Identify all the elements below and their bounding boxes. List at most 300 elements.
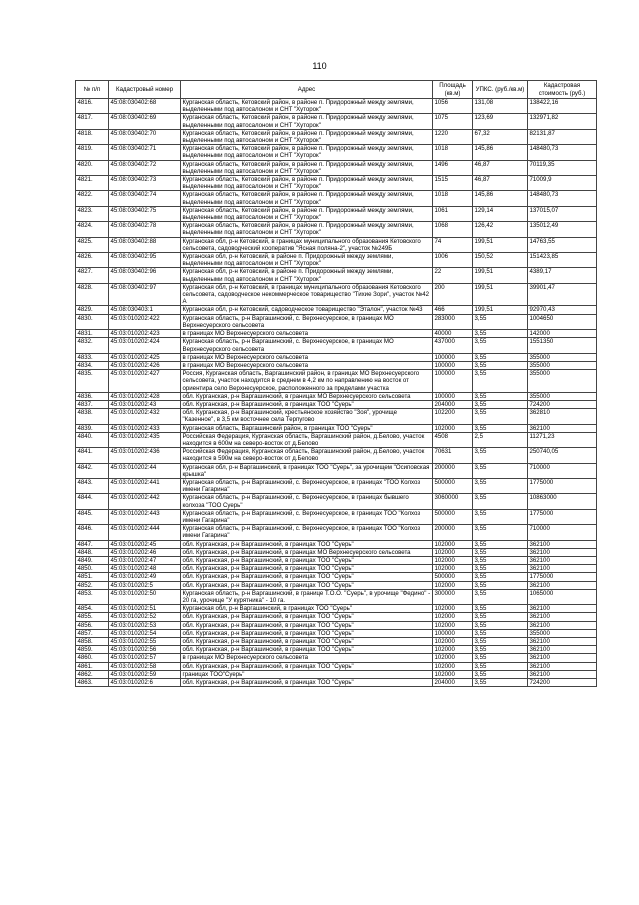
table-row <box>76 145 597 160</box>
cell-cadastral-number: 45:03:010202:46 <box>109 548 181 556</box>
cell-area: 102000 <box>433 621 473 629</box>
table-row <box>76 306 597 314</box>
cell-upks: 3,55 <box>473 494 528 509</box>
cell-address: Российская Федерация, Курганская область, Варгашинский район, д.Белово, участок находится в 590м на северо-восток от д.Белово <box>181 448 433 463</box>
cell-area: 100000 <box>433 629 473 637</box>
cell-address: обл. Курганская, р-н Варгашинский, в границах ТОО "Суерь" <box>181 581 433 589</box>
cell-address: Российская Федерация, Курганская область, Варгашинский район, д.Белово, участок находится в 600м на северо-восток от д.Белово <box>181 432 433 447</box>
table-row <box>76 613 597 621</box>
cell-address: в границах МО Верхнесуерского сельсовета <box>181 654 433 662</box>
cell-upks: 3,55 <box>473 540 528 548</box>
cell-cadastral-number: 45:03:010202:45 <box>109 540 181 548</box>
cell-address: Курганская область, р-н Варгашинский, с. Верхнесуерское, в границах МО Верхнесуерского сельсовета <box>181 314 433 329</box>
cell-area: 102000 <box>433 662 473 670</box>
cell-address: Курганская область, Кетовский район, в районе п. Придорожный между землями, выделенными под автосалоном и СНТ "Хуторок" <box>181 160 433 175</box>
cell-cadastral-value: 355000 <box>528 353 597 361</box>
table-row <box>76 565 597 573</box>
cell-cadastral-number: 45:03:010202:43 <box>109 400 181 408</box>
cell-address: Курганская область, Кетовский район, в районе п. Придорожный между землями, выделенными под автосалоном и СНТ "Хуторок" <box>181 206 433 221</box>
cell-address: в границах МО Верхнесуерского сельсовета <box>181 361 433 369</box>
cell-cadastral-value: 11271,23 <box>528 432 597 447</box>
cell-cadastral-value: 362100 <box>528 556 597 564</box>
cell-address: обл. Курганская, р-н Варгашинский, в границах ТОО "Суерь" <box>181 573 433 581</box>
table-row <box>76 463 597 478</box>
cell-cadastral-value: 362100 <box>528 662 597 670</box>
cell-row-number: 4853. <box>76 589 109 604</box>
cell-area: 100000 <box>433 370 473 393</box>
cell-cadastral-number: 45:08:030402:95 <box>109 253 181 268</box>
cell-row-number: 4857. <box>76 629 109 637</box>
cell-cadastral-value: 710000 <box>528 463 597 478</box>
cell-cadastral-value: 355000 <box>528 392 597 400</box>
cell-row-number: 4847. <box>76 540 109 548</box>
cell-row-number: 4840. <box>76 432 109 447</box>
cell-area: 102000 <box>433 605 473 613</box>
table-row <box>76 581 597 589</box>
cell-cadastral-number: 45:03:010202:427 <box>109 370 181 393</box>
cell-cadastral-number: 45:03:010202:57 <box>109 654 181 662</box>
table-row <box>76 540 597 548</box>
cell-upks: 199,51 <box>473 237 528 252</box>
cell-upks: 3,55 <box>473 314 528 329</box>
cell-cadastral-number: 45:08:030402:75 <box>109 206 181 221</box>
header-area: Площадь (кв.м) <box>433 81 473 99</box>
table-row <box>76 646 597 654</box>
table-body <box>76 99 597 687</box>
cell-cadastral-number: 45:03:010202:441 <box>109 478 181 493</box>
cell-address: Курганская обл, р-н Кетовский, в районе п. Придорожный между землями, выделенными под автосалоном и СНТ "Хуторок" <box>181 268 433 283</box>
table-row <box>76 330 597 338</box>
cell-upks: 3,55 <box>473 605 528 613</box>
cell-cadastral-number: 45:03:010202:432 <box>109 409 181 424</box>
table-row <box>76 509 597 524</box>
cell-area: 437000 <box>433 338 473 353</box>
cell-upks: 3,55 <box>473 525 528 540</box>
cell-cadastral-value: 1775000 <box>528 509 597 524</box>
cell-cadastral-number: 45:08:030402:97 <box>109 283 181 306</box>
cell-row-number: 4820. <box>76 160 109 175</box>
cell-upks: 3,55 <box>473 353 528 361</box>
cell-address: Курганская область, р-н Варгашинский, с. Верхнесуерское, в границах бывшего колхоза "ТОО Суерь" <box>181 494 433 509</box>
cell-upks: 145,86 <box>473 145 528 160</box>
cell-cadastral-number: 45:03:010202:6 <box>109 679 181 687</box>
cell-upks: 145,86 <box>473 191 528 206</box>
cell-address: обл. Курганская, р-н Варгашинский, в границах ТОО "Суерь" <box>181 638 433 646</box>
table-row <box>76 679 597 687</box>
cell-row-number: 4858. <box>76 638 109 646</box>
page-number: 110 <box>312 61 327 71</box>
cell-upks: 3,55 <box>473 400 528 408</box>
cell-row-number: 4830. <box>76 314 109 329</box>
cell-area: 300000 <box>433 589 473 604</box>
cell-cadastral-number: 45:03:010202:425 <box>109 353 181 361</box>
table-row <box>76 556 597 564</box>
cell-cadastral-value: 362100 <box>528 638 597 646</box>
cell-cadastral-value: 14763,55 <box>528 237 597 252</box>
cell-cadastral-number: 45:03:010202:44 <box>109 463 181 478</box>
cell-cadastral-value: 135012,49 <box>528 222 597 237</box>
cell-upks: 3,55 <box>473 613 528 621</box>
cell-cadastral-value: 138422,16 <box>528 99 597 114</box>
cell-address: Курганская обл, р-н Варгашинский, в границах ТОО "Суерь", за урочищем "Осиповская крышка" <box>181 463 433 478</box>
cell-cadastral-value: 362810 <box>528 409 597 424</box>
cell-row-number: 4835. <box>76 370 109 393</box>
cell-area: 100000 <box>433 361 473 369</box>
cell-address: Курганская область, Кетовский район, в районе п. Придорожный между землями, выделенными под автосалоном и СНТ "Хуторок" <box>181 129 433 144</box>
table-row <box>76 589 597 604</box>
cell-address: Курганская область, р-н Варгашинский, в границе Т.О.О. "Суерь", в урочище "Федино" - 20 га, урочище "У курятника" - 10 га. <box>181 589 433 604</box>
table-row <box>76 206 597 221</box>
cell-row-number: 4834. <box>76 361 109 369</box>
cell-area: 1018 <box>433 145 473 160</box>
cell-row-number: 4828. <box>76 283 109 306</box>
cell-area: 1515 <box>433 176 473 191</box>
cell-area: 102000 <box>433 424 473 432</box>
table-row <box>76 283 597 306</box>
cell-address: Курганская область, Кетовский район, в районе п. Придорожный между землями, выделенными под автосалоном и СНТ "Хуторок" <box>181 222 433 237</box>
cell-cadastral-number: 45:03:010202:433 <box>109 424 181 432</box>
cell-cadastral-number: 45:03:010202:442 <box>109 494 181 509</box>
cell-cadastral-number: 45:08:030402:70 <box>109 129 181 144</box>
table-row <box>76 99 597 114</box>
cell-row-number: 4850. <box>76 565 109 573</box>
cell-address: обл. Курганская, р-н Варгашинский, в границах ТОО "Суерь" <box>181 646 433 654</box>
table-row <box>76 670 597 678</box>
cell-row-number: 4837. <box>76 400 109 408</box>
cell-cadastral-number: 45:03:010202:58 <box>109 662 181 670</box>
table-row <box>76 525 597 540</box>
cell-address: границах ТОО"Суерь" <box>181 670 433 678</box>
cell-row-number: 4845. <box>76 509 109 524</box>
cell-cadastral-number: 45:08:030402:68 <box>109 99 181 114</box>
cell-area: 4508 <box>433 432 473 447</box>
cell-upks: 131,08 <box>473 99 528 114</box>
table-row <box>76 605 597 613</box>
cell-area: 204000 <box>433 400 473 408</box>
cell-address: обл. Курганская, р-н Варгашинский, в границах ТОО "Суерь" <box>181 556 433 564</box>
table-row <box>76 370 597 393</box>
cell-cadastral-number: 45:03:010202:59 <box>109 670 181 678</box>
cell-cadastral-value: 142000 <box>528 330 597 338</box>
table-row <box>76 253 597 268</box>
cell-upks: 3,55 <box>473 654 528 662</box>
cell-cadastral-number: 45:03:010202:424 <box>109 338 181 353</box>
table-header-row <box>76 81 597 99</box>
cell-cadastral-value: 39901,47 <box>528 283 597 306</box>
cell-cadastral-number: 45:08:030402:72 <box>109 160 181 175</box>
table-row <box>76 176 597 191</box>
cell-upks: 3,55 <box>473 478 528 493</box>
cell-row-number: 4842. <box>76 463 109 478</box>
cell-upks: 3,55 <box>473 361 528 369</box>
cell-cadastral-number: 45:03:010202:48 <box>109 565 181 573</box>
cell-upks: 46,87 <box>473 176 528 191</box>
cell-row-number: 4855. <box>76 613 109 621</box>
cell-row-number: 4824. <box>76 222 109 237</box>
cell-upks: 67,32 <box>473 129 528 144</box>
cell-area: 102000 <box>433 654 473 662</box>
cell-upks: 3,55 <box>473 573 528 581</box>
cell-area: 200000 <box>433 463 473 478</box>
cell-row-number: 4827. <box>76 268 109 283</box>
table-row <box>76 353 597 361</box>
cell-address: обл. Курганская, р-н Варгашинский, в границах ТОО "Суерь" <box>181 621 433 629</box>
cell-cadastral-value: 362100 <box>528 670 597 678</box>
cell-area: 102000 <box>433 670 473 678</box>
cell-area: 74 <box>433 237 473 252</box>
table-row <box>76 448 597 463</box>
cell-area: 102200 <box>433 409 473 424</box>
cell-cadastral-number: 45:08:030402:69 <box>109 114 181 129</box>
cell-area: 500000 <box>433 478 473 493</box>
cell-row-number: 4854. <box>76 605 109 613</box>
header-address: Адрес <box>181 81 433 99</box>
header-upks: УПКС. (руб./кв.м) <box>473 81 528 99</box>
cell-cadastral-number: 45:08:030402:96 <box>109 268 181 283</box>
cell-area: 40000 <box>433 330 473 338</box>
cell-area: 102000 <box>433 565 473 573</box>
cell-cadastral-number: 45:08:030402:73 <box>109 176 181 191</box>
cell-cadastral-value: 148480,73 <box>528 191 597 206</box>
table-row <box>76 424 597 432</box>
cell-row-number: 4860. <box>76 654 109 662</box>
cell-area: 100000 <box>433 392 473 400</box>
cell-upks: 3,55 <box>473 670 528 678</box>
cell-cadastral-value: 355000 <box>528 370 597 393</box>
table-row <box>76 494 597 509</box>
cell-cadastral-number: 45:03:010202:436 <box>109 448 181 463</box>
cell-area: 1018 <box>433 191 473 206</box>
header-cadastral-number: Кадастровый номер <box>109 81 181 99</box>
cell-row-number: 4826. <box>76 253 109 268</box>
cell-address: обл. Курганская, р-н Варгашинский, в границах МО Верхнесуерского сельсовета <box>181 392 433 400</box>
cell-cadastral-value: 724200 <box>528 400 597 408</box>
cell-row-number: 4856. <box>76 621 109 629</box>
cell-cadastral-number: 45:03:010202:428 <box>109 392 181 400</box>
cell-upks: 3,55 <box>473 679 528 687</box>
cell-area: 500000 <box>433 573 473 581</box>
cell-area: 102000 <box>433 548 473 556</box>
cell-row-number: 4848. <box>76 548 109 556</box>
cell-row-number: 4844. <box>76 494 109 509</box>
cell-address: обл. Курганская, р-н Варгашинский, в границах ТОО "Суерь" <box>181 540 433 548</box>
cell-upks: 3,55 <box>473 370 528 393</box>
cell-cadastral-number: 45:08:030402:71 <box>109 145 181 160</box>
cell-address: Курганская область, Кетовский район, в районе п. Придорожный между землями, выделенными под автосалоном и СНТ "Хуторок" <box>181 191 433 206</box>
cell-area: 1496 <box>433 160 473 175</box>
cell-row-number: 4829. <box>76 306 109 314</box>
cell-address: Курганская область, Кетовский район, в районе п. Придорожный между землями, выделенными под автосалоном и СНТ "Хуторок" <box>181 99 433 114</box>
cell-address: Курганская область, Кетовский район, в районе п. Придорожный между землями, выделенными под автосалоном и СНТ "Хуторок" <box>181 114 433 129</box>
cell-area: 102000 <box>433 613 473 621</box>
cell-cadastral-number: 45:03:010202:444 <box>109 525 181 540</box>
cell-address: Курганская область, р-н Варгашинский, с. Верхнесуерское, в границах "ТОО Колхоз имени Гагарина" <box>181 478 433 493</box>
cell-row-number: 4831. <box>76 330 109 338</box>
cell-area: 102000 <box>433 556 473 564</box>
cell-address: обл. Курганская, р-н Варгашинский, крестьянское хозяйство "Зоя", урочище "Казенное", в 3,5 км восточнее села Терпугово <box>181 409 433 424</box>
cell-cadastral-number: 45:03:010202:435 <box>109 432 181 447</box>
cell-area: 70631 <box>433 448 473 463</box>
cell-row-number: 4823. <box>76 206 109 221</box>
cell-cadastral-value: 362100 <box>528 621 597 629</box>
cell-area: 1075 <box>433 114 473 129</box>
cell-row-number: 4838. <box>76 409 109 424</box>
cell-cadastral-value: 70119,35 <box>528 160 597 175</box>
table-row <box>76 237 597 252</box>
cell-upks: 3,55 <box>473 629 528 637</box>
cell-cadastral-value: 1004650 <box>528 314 597 329</box>
table-row <box>76 222 597 237</box>
cell-address: Курганская обл, р-н Кетовский, в районе п. Придорожный между землями, выделенными под автосалоном и СНТ "Хуторок" <box>181 253 433 268</box>
cell-address: в границах МО Верхнесуерского сельсовета <box>181 330 433 338</box>
cell-cadastral-value: 1775000 <box>528 478 597 493</box>
table-row <box>76 191 597 206</box>
cell-cadastral-number: 45:03:010202:56 <box>109 646 181 654</box>
cell-cadastral-number: 45:08:030402:88 <box>109 237 181 252</box>
cell-upks: 46,87 <box>473 160 528 175</box>
cell-row-number: 4836. <box>76 392 109 400</box>
cell-row-number: 4861. <box>76 662 109 670</box>
table-row <box>76 654 597 662</box>
cell-cadastral-number: 45:08:030402:78 <box>109 222 181 237</box>
cell-row-number: 4852. <box>76 581 109 589</box>
cell-cadastral-value: 1065000 <box>528 589 597 604</box>
cell-row-number: 4851. <box>76 573 109 581</box>
cell-upks: 199,51 <box>473 306 528 314</box>
cell-area: 500000 <box>433 509 473 524</box>
cell-cadastral-value: 92970,43 <box>528 306 597 314</box>
table-row <box>76 268 597 283</box>
cell-cadastral-value: 250740,05 <box>528 448 597 463</box>
cell-row-number: 4833. <box>76 353 109 361</box>
cadastral-value-table <box>75 80 597 687</box>
cell-cadastral-number: 45:03:010202:55 <box>109 638 181 646</box>
cell-row-number: 4822. <box>76 191 109 206</box>
cell-cadastral-value: 355000 <box>528 361 597 369</box>
cell-row-number: 4849. <box>76 556 109 564</box>
cell-cadastral-value: 362100 <box>528 565 597 573</box>
cell-cadastral-value: 82131,87 <box>528 129 597 144</box>
cell-upks: 199,51 <box>473 268 528 283</box>
cell-address: обл. Курганская, р-н Варгашинский, в границах ТОО "Суерь" <box>181 400 433 408</box>
cell-cadastral-value: 362100 <box>528 605 597 613</box>
cell-address: Курганская область, Кетовский район, в районе п. Придорожный между землями, выделенными под автосалоном и СНТ "Хуторок" <box>181 176 433 191</box>
cell-cadastral-value: 137015,07 <box>528 206 597 221</box>
cell-area: 102000 <box>433 581 473 589</box>
cell-address: обл. Курганская, р-н Варгашинский, в границах МО Верхнесуерского сельсовета <box>181 548 433 556</box>
table-row <box>76 409 597 424</box>
table-row <box>76 432 597 447</box>
table-row <box>76 392 597 400</box>
cell-cadastral-value: 151423,85 <box>528 253 597 268</box>
cell-cadastral-value: 362100 <box>528 548 597 556</box>
cell-row-number: 4825. <box>76 237 109 252</box>
table-row <box>76 638 597 646</box>
cell-area: 1068 <box>433 222 473 237</box>
cell-upks: 150,52 <box>473 253 528 268</box>
cell-address: Курганская область, Варгашинский район, в границах ТОО "Суерь" <box>181 424 433 432</box>
table-row <box>76 662 597 670</box>
table-row <box>76 338 597 353</box>
header-num: № п/п <box>76 81 109 99</box>
cell-cadastral-number: 45:03:010202:51 <box>109 605 181 613</box>
cell-cadastral-value: 148480,73 <box>528 145 597 160</box>
cell-row-number: 4859. <box>76 646 109 654</box>
cell-cadastral-number: 45:03:010202:47 <box>109 556 181 564</box>
cell-area: 1061 <box>433 206 473 221</box>
cell-upks: 3,55 <box>473 621 528 629</box>
cell-upks: 3,55 <box>473 548 528 556</box>
cell-cadastral-value: 724200 <box>528 679 597 687</box>
cell-cadastral-number: 45:03:010202:443 <box>109 509 181 524</box>
cell-upks: 3,55 <box>473 424 528 432</box>
cell-cadastral-value: 362100 <box>528 540 597 548</box>
cell-row-number: 4819. <box>76 145 109 160</box>
cell-cadastral-value: 10863000 <box>528 494 597 509</box>
cell-upks: 3,55 <box>473 581 528 589</box>
cell-cadastral-value: 362100 <box>528 646 597 654</box>
cell-address: в границах МО Верхнесуерского сельсовета <box>181 353 433 361</box>
cell-cadastral-value: 4389,17 <box>528 268 597 283</box>
table-row <box>76 314 597 329</box>
cell-area: 200000 <box>433 525 473 540</box>
cell-address: Курганская область, р-н Варгашинский, с. Верхнесуерское, в границах ТОО "Колхоз имени Гагарина" <box>181 525 433 540</box>
cell-upks: 3,55 <box>473 565 528 573</box>
cell-row-number: 4816. <box>76 99 109 114</box>
cell-cadastral-number: 45:03:010202:53 <box>109 621 181 629</box>
cell-row-number: 4863. <box>76 679 109 687</box>
cell-address: обл. Курганская, р-н Варгашинский, в границах ТОО "Суерь" <box>181 613 433 621</box>
cell-upks: 3,55 <box>473 509 528 524</box>
cell-upks: 3,55 <box>473 448 528 463</box>
cell-address: Курганская обл, р-н Кетовский, садоводческое товарищество "Эталон", участок №43 <box>181 306 433 314</box>
cell-area: 283000 <box>433 314 473 329</box>
cell-cadastral-value: 362100 <box>528 654 597 662</box>
cell-address: обл. Курганская, р-н Варгашинский, в границах ТОО "Суерь" <box>181 565 433 573</box>
cell-cadastral-number: 45:03:010202:422 <box>109 314 181 329</box>
cell-row-number: 4832. <box>76 338 109 353</box>
cell-cadastral-number: 45:03:010202:54 <box>109 629 181 637</box>
table-row <box>76 629 597 637</box>
cell-upks: 3,55 <box>473 330 528 338</box>
cell-address: Курганская обл, р-н Кетовский, в границах муниципального образования Кетовского сельсовета, садоводческий кооператив "Ясная поляна-2", участок №249Б <box>181 237 433 252</box>
cell-upks: 3,55 <box>473 646 528 654</box>
cell-row-number: 4839. <box>76 424 109 432</box>
cell-cadastral-number: 45:03:010202:423 <box>109 330 181 338</box>
cell-row-number: 4817. <box>76 114 109 129</box>
cell-row-number: 4862. <box>76 670 109 678</box>
cell-upks: 3,55 <box>473 338 528 353</box>
table-row <box>76 478 597 493</box>
cell-cadastral-value: 355000 <box>528 629 597 637</box>
cell-upks: 3,55 <box>473 409 528 424</box>
cell-cadastral-value: 362100 <box>528 581 597 589</box>
cell-cadastral-value: 1775000 <box>528 573 597 581</box>
cell-address: обл. Курганская, р-н Варгашинский, в границах ТОО "Суерь" <box>181 662 433 670</box>
cell-cadastral-number: 45:08:030403:1 <box>109 306 181 314</box>
table-row <box>76 621 597 629</box>
cell-area: 200 <box>433 283 473 306</box>
header-cadastral-value: Кадастровая стоимость (руб.) <box>528 81 597 99</box>
cell-address: Россия, Курганская область, Варгашинский район, в границах МО Верхнесуерского сельсовета, участок находится в среднем в 4,2 км по направлению на восток от ориентира село Верхнесуерское, расположенного за пределами участка <box>181 370 433 393</box>
cell-upks: 126,42 <box>473 222 528 237</box>
cell-upks: 129,14 <box>473 206 528 221</box>
cell-cadastral-number: 45:08:030402:74 <box>109 191 181 206</box>
cell-upks: 3,55 <box>473 392 528 400</box>
cell-area: 1006 <box>433 253 473 268</box>
cell-row-number: 4841. <box>76 448 109 463</box>
table-row <box>76 400 597 408</box>
